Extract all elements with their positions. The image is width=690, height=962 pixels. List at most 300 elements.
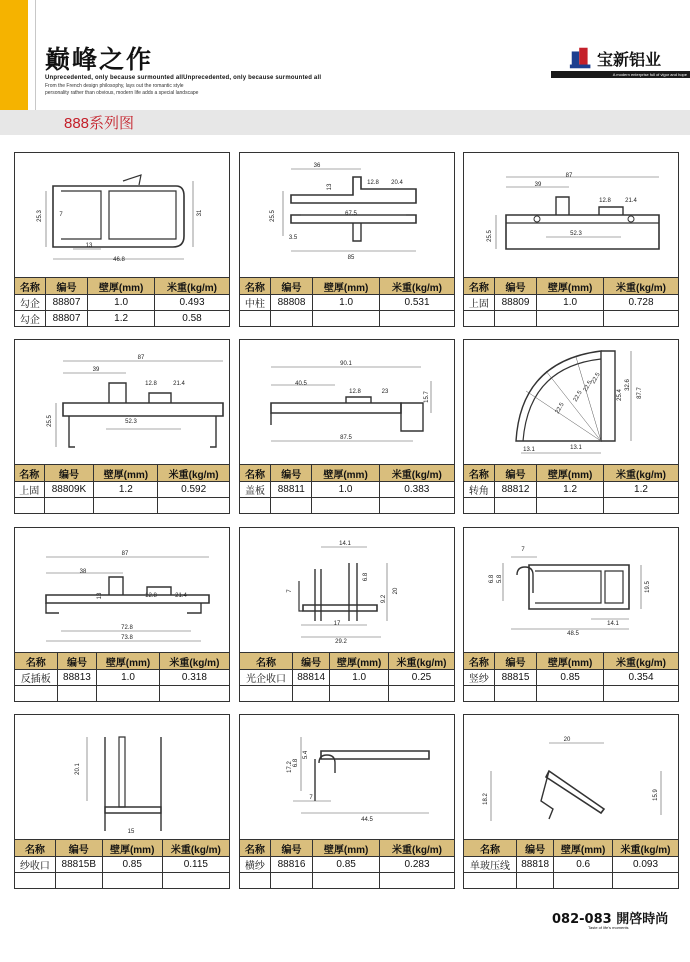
dimension-label: 12.8	[367, 180, 379, 186]
spec-cell	[517, 873, 554, 889]
spec-cell: 1.0	[312, 482, 379, 498]
description-line-1: From the French design philosophy, lays out the romantic style	[45, 83, 184, 89]
spec-header: 米重(kg/m)	[613, 840, 679, 857]
spec-cell: 0.093	[613, 857, 679, 873]
spec-cell	[494, 686, 536, 702]
dimension-label: 13	[327, 183, 333, 191]
spec-cell: 0.58	[155, 311, 230, 327]
spec-cell: 上固	[15, 482, 45, 498]
spec-cell: 转角	[464, 482, 495, 498]
spec-row	[15, 295, 230, 311]
spec-header-row	[464, 278, 679, 295]
spec-cell: 0.85	[102, 857, 162, 873]
profile-drawing	[14, 339, 230, 465]
spec-cell	[604, 498, 679, 514]
spec-cell	[240, 311, 271, 327]
profile-drawing	[239, 339, 455, 465]
dimension-label: 36	[313, 163, 321, 169]
spec-table	[239, 652, 455, 702]
profile-card	[239, 527, 455, 695]
spec-table	[14, 464, 230, 514]
spec-cell: 0.6	[554, 857, 613, 873]
spec-row	[15, 482, 230, 498]
spec-header: 编号	[45, 278, 87, 295]
profile-drawing	[239, 714, 455, 840]
spec-row	[15, 873, 230, 889]
spec-table	[14, 277, 230, 327]
dimension-label: 39	[92, 367, 100, 373]
spec-row	[15, 857, 230, 873]
dimension-label: 5.4	[303, 750, 309, 760]
spec-row	[240, 498, 455, 514]
spec-row	[464, 498, 679, 514]
spec-row	[464, 686, 679, 702]
spec-row	[240, 482, 455, 498]
spec-table	[14, 839, 230, 889]
dimension-label: 7	[521, 547, 525, 553]
profile-drawing	[463, 527, 679, 653]
description-line-2: personality rather than obvious, modern life adds a special landscape	[45, 90, 199, 96]
spec-header: 名称	[15, 465, 45, 482]
dimension-label: 73.8	[121, 635, 133, 641]
dimension-label: 6.8	[293, 758, 299, 768]
profile-card	[14, 714, 230, 882]
spec-header-row	[240, 653, 455, 670]
spec-cell	[464, 873, 517, 889]
spec-cell: 单玻压线	[464, 857, 517, 873]
spec-cell: 88812	[494, 482, 536, 498]
spec-header: 壁厚(mm)	[94, 465, 158, 482]
spec-table	[239, 839, 455, 889]
spec-table	[463, 839, 679, 889]
dimension-label: 20.4	[391, 180, 403, 186]
dimension-label: 12.8	[145, 381, 157, 387]
spec-header: 米重(kg/m)	[155, 278, 230, 295]
profile-card	[14, 527, 230, 695]
tagline: Unprecedented, only because surmounted allUnprecedented, only because surmounted all	[45, 75, 322, 81]
spec-cell	[158, 498, 230, 514]
profile-svg	[240, 528, 454, 652]
spec-header: 米重(kg/m)	[380, 278, 455, 295]
description	[45, 83, 198, 97]
spec-cell: 0.493	[155, 295, 230, 311]
dimension-label: 21.4	[175, 593, 187, 599]
profile-svg	[15, 153, 229, 277]
spec-header-row	[15, 840, 230, 857]
spec-cell: 0.592	[158, 482, 230, 498]
spec-header: 名称	[240, 465, 271, 482]
dimension-label: 40.5	[295, 381, 307, 387]
profile-drawing	[463, 152, 679, 278]
spec-row	[15, 670, 230, 686]
dimension-label: 87	[137, 355, 145, 361]
profile-card	[463, 527, 679, 695]
spec-header: 编号	[57, 653, 97, 670]
spec-header: 编号	[517, 840, 554, 857]
spec-cell	[97, 686, 160, 702]
spec-header: 米重(kg/m)	[604, 465, 679, 482]
dimension-label: 12.8	[599, 198, 611, 204]
spec-cell: 1.0	[537, 295, 604, 311]
dimension-label: 32.6	[625, 379, 631, 391]
spec-header: 编号	[293, 653, 330, 670]
profile-svg	[464, 340, 678, 464]
spec-table	[14, 652, 230, 702]
spec-cell: 0.354	[604, 670, 679, 686]
profile-card	[463, 339, 679, 507]
spec-header: 编号	[494, 278, 536, 295]
spec-cell: 88815B	[55, 857, 102, 873]
dimension-label: 6.8	[489, 574, 495, 584]
spec-cell	[240, 873, 271, 889]
dimension-label: 12.8	[349, 389, 361, 395]
dimension-label: 23	[381, 389, 389, 395]
spec-header: 壁厚(mm)	[313, 278, 380, 295]
page-number: 082-083	[552, 912, 612, 927]
dimension-label: 21.4	[173, 381, 185, 387]
spec-cell: 1.2	[94, 482, 158, 498]
spec-header-row	[15, 278, 230, 295]
spec-cell: 勾企	[15, 311, 46, 327]
spec-cell	[379, 498, 454, 514]
dimension-label: 6.8	[363, 572, 369, 582]
spec-header: 名称	[464, 840, 517, 857]
series-title: 888系列图	[64, 115, 135, 132]
spec-cell	[313, 311, 380, 327]
spec-cell	[313, 873, 380, 889]
spec-cell: 盖板	[240, 482, 271, 498]
spec-cell	[537, 498, 604, 514]
spec-cell	[464, 686, 495, 702]
dimension-label: 18.2	[483, 793, 489, 805]
spec-cell: 88816	[270, 857, 312, 873]
spec-table	[463, 464, 679, 514]
spec-table	[239, 277, 455, 327]
dimension-label: 7	[309, 795, 313, 801]
spec-header: 编号	[55, 840, 102, 857]
dimension-label: 14.1	[607, 621, 619, 627]
spec-cell	[380, 311, 455, 327]
profile-drawing	[14, 527, 230, 653]
footer-brand: 開啓時尚	[616, 912, 669, 927]
dimension-label: 12.8	[145, 593, 157, 599]
spec-cell: 0.283	[380, 857, 455, 873]
spec-cell	[494, 311, 536, 327]
spec-cell	[604, 311, 679, 327]
page-title: 巅峰之作	[45, 45, 154, 74]
dimension-label: 46.8	[113, 257, 125, 263]
spec-cell: 0.25	[389, 670, 455, 686]
spec-header: 壁厚(mm)	[102, 840, 162, 857]
dimension-label: 13.1	[570, 445, 582, 451]
profile-svg	[464, 528, 678, 652]
spec-cell: 反插板	[15, 670, 58, 686]
spec-row	[464, 873, 679, 889]
spec-cell	[55, 873, 102, 889]
profile-svg	[15, 340, 229, 464]
dimension-label: 17	[333, 621, 341, 627]
spec-header: 名称	[464, 653, 495, 670]
dimension-label: 39	[534, 182, 542, 188]
spec-cell: 0.383	[379, 482, 454, 498]
dimension-label: 87.5	[340, 435, 352, 441]
spec-row	[15, 498, 230, 514]
dimension-label: 14.1	[339, 541, 351, 547]
dimension-label: 25.4	[617, 389, 623, 401]
spec-cell: 横纱	[240, 857, 271, 873]
profile-card	[239, 152, 455, 320]
dimension-label: 52.3	[125, 419, 137, 425]
spec-cell	[15, 498, 45, 514]
profile-drawing	[14, 152, 230, 278]
profile-svg	[464, 715, 678, 839]
spec-header: 壁厚(mm)	[537, 465, 604, 482]
spec-cell	[537, 686, 604, 702]
dimension-label: 5.8	[497, 574, 503, 584]
spec-cell: 1.2	[537, 482, 604, 498]
spec-header: 编号	[494, 465, 536, 482]
spec-header: 名称	[15, 840, 56, 857]
spec-header: 米重(kg/m)	[159, 653, 229, 670]
spec-row	[464, 670, 679, 686]
spec-cell: 纱收口	[15, 857, 56, 873]
spec-header: 编号	[270, 278, 312, 295]
spec-cell	[464, 311, 495, 327]
spec-cell	[94, 498, 158, 514]
spec-header: 米重(kg/m)	[380, 840, 455, 857]
spec-cell	[494, 498, 536, 514]
spec-header: 壁厚(mm)	[313, 840, 380, 857]
dimension-label: 25.5	[487, 230, 493, 242]
spec-header: 米重(kg/m)	[604, 278, 679, 295]
spec-cell	[389, 686, 455, 702]
gold-accent-bar	[0, 0, 28, 112]
spec-cell: 88808	[270, 295, 312, 311]
spec-cell: 竖纱	[464, 670, 495, 686]
spec-cell: 0.85	[313, 857, 380, 873]
dimension-label: 25.3	[37, 210, 43, 222]
profile-drawing	[239, 527, 455, 653]
spec-cell: 88818	[517, 857, 554, 873]
profile-svg	[240, 715, 454, 839]
spec-header: 编号	[271, 465, 312, 482]
dimension-label: 31	[197, 209, 203, 217]
dimension-label: 13	[85, 243, 93, 249]
spec-cell: 光企收口	[240, 670, 293, 686]
profile-card	[14, 339, 230, 507]
spec-cell: 0.318	[159, 670, 229, 686]
dimension-label: 21.4	[625, 198, 637, 204]
spec-header: 名称	[15, 653, 58, 670]
dimension-label: 13	[97, 592, 103, 600]
spec-cell	[240, 686, 293, 702]
spec-header: 名称	[240, 278, 271, 295]
spec-cell: 88811	[271, 482, 312, 498]
dimension-label: 7	[287, 589, 293, 593]
dimension-label: 87.7	[637, 387, 643, 399]
spec-row	[240, 857, 455, 873]
footer-subtitle: Taste of life's moments	[588, 925, 629, 930]
spec-row	[240, 670, 455, 686]
brand-name: 宝新铝业	[597, 52, 662, 69]
spec-header: 米重(kg/m)	[379, 465, 454, 482]
dimension-label: 85	[347, 255, 355, 261]
dimension-label: 72.8	[121, 625, 133, 631]
spec-header-row	[240, 278, 455, 295]
spec-table	[463, 277, 679, 327]
profile-drawing	[463, 714, 679, 840]
spec-cell: 0.531	[380, 295, 455, 311]
spec-cell	[537, 311, 604, 327]
dimension-label: 7	[59, 212, 63, 218]
dimension-label: 87	[565, 173, 573, 179]
spec-cell	[293, 686, 330, 702]
spec-cell	[240, 498, 271, 514]
profile-card	[14, 152, 230, 326]
spec-cell	[44, 498, 94, 514]
spec-row	[240, 873, 455, 889]
spec-header-row	[15, 653, 230, 670]
dimension-label: 20	[563, 737, 571, 743]
spec-cell: 1.0	[97, 670, 160, 686]
dimension-label: 20	[393, 587, 399, 595]
dimension-label: 15	[127, 829, 135, 835]
spec-cell	[270, 873, 312, 889]
dimension-label: 25.5	[270, 210, 276, 222]
spec-row	[464, 295, 679, 311]
profile-svg	[240, 340, 454, 464]
spec-row	[15, 311, 230, 327]
dimension-label: 29.2	[335, 639, 347, 645]
spec-row	[240, 295, 455, 311]
profile-card	[239, 339, 455, 507]
spec-cell: 88807	[45, 311, 87, 327]
spec-cell: 0.728	[604, 295, 679, 311]
spec-cell: 88809	[494, 295, 536, 311]
spec-table	[463, 652, 679, 702]
profile-svg	[15, 528, 229, 652]
spec-header: 名称	[464, 465, 495, 482]
spec-cell	[380, 873, 455, 889]
spec-cell	[102, 873, 162, 889]
spec-header: 壁厚(mm)	[330, 653, 389, 670]
dimension-label: 9.2	[381, 594, 387, 604]
spec-cell: 88807	[45, 295, 87, 311]
profile-svg	[240, 153, 454, 277]
dimension-label: 48.5	[567, 631, 579, 637]
spec-cell	[271, 498, 312, 514]
spec-header: 米重(kg/m)	[162, 840, 229, 857]
spec-row	[464, 857, 679, 873]
spec-cell	[464, 498, 495, 514]
spec-header: 壁厚(mm)	[554, 840, 613, 857]
profile-card	[463, 152, 679, 320]
dimension-label: 25.5	[47, 415, 53, 427]
spec-cell: 1.0	[330, 670, 389, 686]
spec-cell	[57, 686, 97, 702]
dimension-label: 3.5	[288, 235, 298, 241]
dimension-label: 19.5	[645, 581, 651, 593]
spec-cell	[330, 686, 389, 702]
spec-cell: 88809K	[44, 482, 94, 498]
spec-cell: 0.115	[162, 857, 229, 873]
spec-row	[240, 311, 455, 327]
profile-drawing	[463, 339, 679, 465]
spec-cell	[159, 686, 229, 702]
dimension-label: 90.1	[340, 361, 352, 367]
profile-card	[463, 714, 679, 882]
dimension-label: 67.5	[345, 211, 357, 217]
spec-cell	[613, 873, 679, 889]
dimension-label: 15.7	[424, 391, 430, 403]
spec-header: 名称	[15, 278, 46, 295]
brand-subtitle: A modern enterprise full of vigor and hope	[551, 71, 690, 78]
spec-header-row	[464, 465, 679, 482]
dimension-label: 22.5	[582, 379, 594, 394]
spec-cell: 88813	[57, 670, 97, 686]
spec-header-row	[15, 465, 230, 482]
spec-header: 名称	[240, 840, 271, 857]
spec-cell: 88815	[494, 670, 536, 686]
spec-header: 壁厚(mm)	[537, 278, 604, 295]
spec-cell	[15, 873, 56, 889]
dimension-label: 15.9	[653, 789, 659, 801]
spec-header-row	[240, 840, 455, 857]
spec-cell	[554, 873, 613, 889]
profile-drawing	[239, 152, 455, 278]
dimension-label: 22.5	[590, 371, 602, 386]
spec-header: 编号	[270, 840, 312, 857]
spec-cell: 0.85	[537, 670, 604, 686]
dimension-label: 38	[79, 569, 87, 575]
profile-svg	[15, 715, 229, 839]
spec-cell: 勾企	[15, 295, 46, 311]
spec-header-row	[464, 653, 679, 670]
spec-cell: 上固	[464, 295, 495, 311]
spec-header: 壁厚(mm)	[97, 653, 160, 670]
spec-cell	[270, 311, 312, 327]
spec-cell: 1.0	[313, 295, 380, 311]
spec-cell	[604, 686, 679, 702]
spec-row	[464, 482, 679, 498]
dimension-label: 87	[121, 551, 129, 557]
spec-header: 名称	[464, 278, 495, 295]
spec-cell	[162, 873, 229, 889]
spec-row	[464, 311, 679, 327]
dimension-label: 22.5	[554, 401, 566, 416]
spec-header: 编号	[494, 653, 536, 670]
spec-header: 编号	[44, 465, 94, 482]
spec-cell	[15, 686, 58, 702]
spec-header: 名称	[240, 653, 293, 670]
dimension-label: 13.1	[523, 447, 535, 453]
spec-cell	[312, 498, 379, 514]
spec-header: 壁厚(mm)	[88, 278, 155, 295]
spec-row	[15, 686, 230, 702]
brand-logo-icon	[568, 44, 596, 72]
spec-row	[240, 686, 455, 702]
spec-cell: 中柱	[240, 295, 271, 311]
spec-header: 壁厚(mm)	[312, 465, 379, 482]
dimension-label: 44.5	[361, 817, 373, 823]
spec-cell: 1.2	[604, 482, 679, 498]
dimension-label: 22.5	[572, 389, 584, 404]
spec-cell: 1.2	[88, 311, 155, 327]
spec-header: 米重(kg/m)	[604, 653, 679, 670]
spec-header: 米重(kg/m)	[158, 465, 230, 482]
dimension-label: 17.2	[287, 761, 293, 773]
spec-table	[239, 464, 455, 514]
